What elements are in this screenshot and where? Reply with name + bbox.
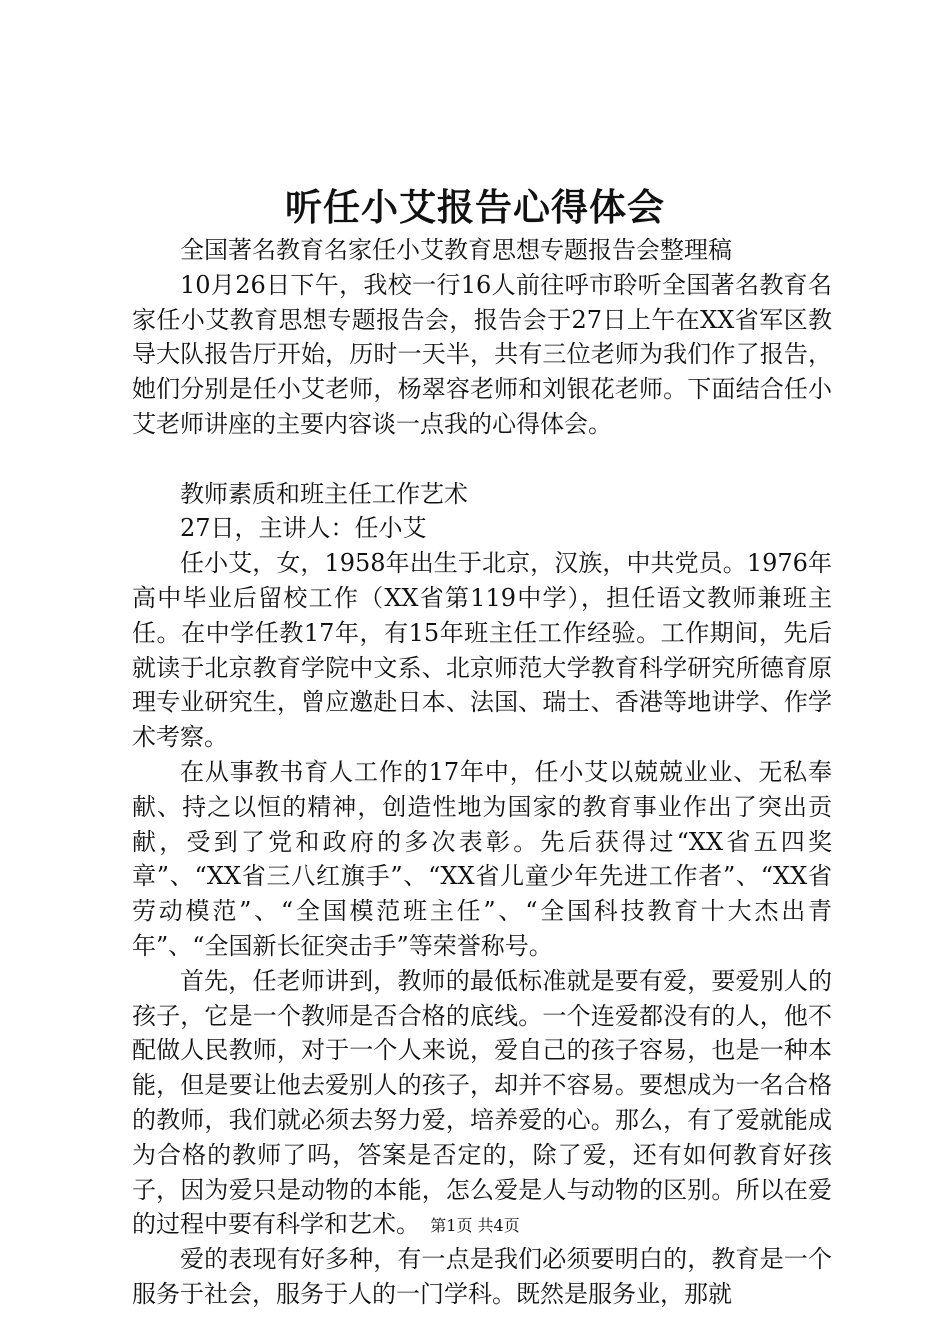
service-paragraph: 爱的表现有好多种，有一点是我们必须要明白的，教育是一个服务于社会，服务于人的一门学科。既然是服务业，那就 <box>132 1245 832 1308</box>
bio-paragraph: 任小艾，女，1958年出生于北京，汉族，中共党员。1976年高中毕业后留校工作（XX省第119中学），担任语文教师兼班主任。在中学任教17年，有15年班主任工作经验。工作期间，先后就读于北京教育学院中文系、北京师范大学教育科学研究所德育原理专业研究生，曾应邀赴日本、法国、瑞士、香港等地讲学、作学术考察。 <box>132 549 832 752</box>
page-number: 第1页 共4页 <box>430 1216 520 1235</box>
subtitle-paragraph: 全国著名教育名家任小艾教育思想专题报告会整理稿 <box>180 236 732 264</box>
intro-paragraph: 10月26日下午，我校一行16人前往呼市聆听全国著名教育名家任小艾教育思想专题报告会，报告会于27日上午在XX省军区教导大队报告厅开始，历时一天半，共有三位老师为我们作了报告，她们分别是任小艾老师，杨翠容老师和刘银花老师。下面结合任小艾老师讲座的主要内容谈一点我的心得体会。 <box>132 270 832 438</box>
document-title: 听任小艾报告心得体会 <box>285 186 665 229</box>
love-paragraph: 首先，任老师讲到，教师的最低标准就是要有爱，要爱别人的孩子，它是一个教师是否合格的底线。一个连爱都没有的人，他不配做人民教师，对于一个人来说，爱自己的孩子容易，也是一种本能，但是要让他去爱别人的孩子，却并不容易。要想成为一名合格的教师，我们就必须去努力爱，培养爱的心。那么，有了爱就能成为合格的教师了吗，答案是否定的，除了爱，还有如何教育好孩子，因为爱只是动物的本能，怎么爱是人与动物的区别。所以在爱的过程中要有科学和艺术。 <box>132 966 832 1239</box>
document-body <box>132 233 832 1312</box>
section-heading: 教师素质和班主任工作艺术 <box>180 479 468 508</box>
speaker-line: 27日，主讲人：任小艾 <box>180 514 427 543</box>
honors-paragraph: 在从事教书育人工作的17年中，任小艾以兢兢业业、无私奉献、持之以恒的精神，创造性地为国家的教育事业作出了突出贡献，受到了党和政府的多次表彰。先后获得过“XX省五四奖章”、“XX省三八红旗手”、“XX省儿童少年先进工作者”、“XX省劳动模范”、“全国模范班主任”、“全国科技教育十大杰出青年”、“全国新长征突击手”等荣誉称号。 <box>132 757 832 960</box>
